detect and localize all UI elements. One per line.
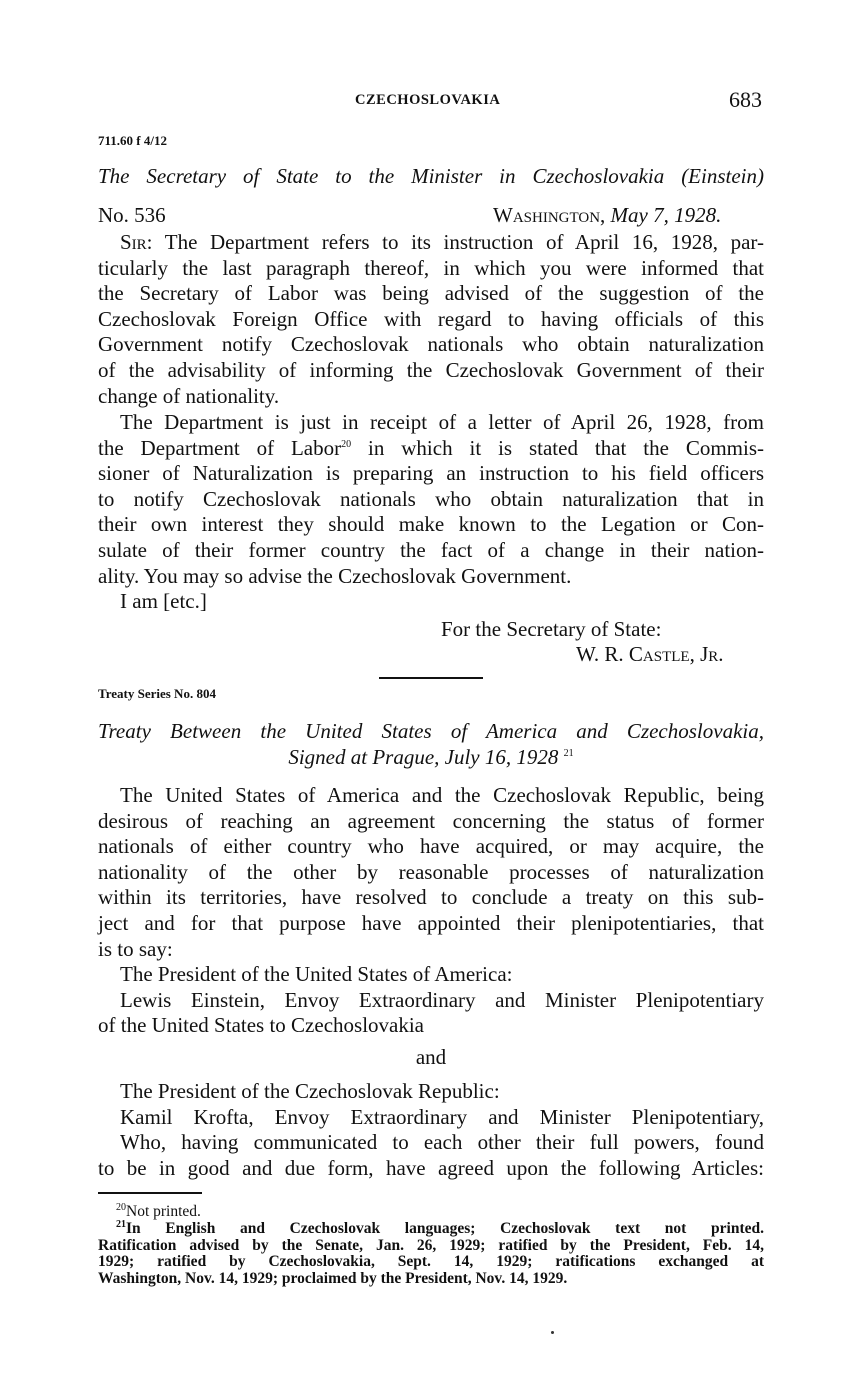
footnote-20 (98, 1201, 764, 1221)
final-clause-line: Who, having communicated to each other their full powers, found (120, 1130, 764, 1155)
doc2-title-line: Treaty Between the United States of America and Czechoslovakia, (98, 719, 764, 743)
footnote-21-line: Washington, Nov. 14, 1929; proclaimed by the President, Nov. 14, 1929. (98, 1269, 568, 1287)
treaty-series: Treaty Series No. 804 (98, 686, 216, 701)
doc1-signoff: For the Secretary of State: (441, 617, 662, 641)
footnote-21 (98, 1218, 764, 1287)
doc1-para2-line: The Department is just in receipt of a letter of April 26, 1928, from (120, 410, 764, 434)
doc1-para2-text: in which it is stated that the Commis- (368, 435, 764, 460)
doc1-place: Washington, (493, 203, 606, 227)
doc2-preamble-line: ject and for that purpose have appointed their plenipotentiaries, that (98, 910, 764, 935)
page-number: 683 (729, 87, 762, 112)
footnote-mark-21: 21 (116, 1218, 126, 1230)
doc1-closing: I am [etc.] (120, 589, 207, 614)
footnote-21-line: Ratification advised by the Senate, Jan. 26, 1929; ratified by the President, Feb. 14, (98, 1236, 764, 1254)
doc2-preamble-line: desirous of reaching an agreement concerning the status of former (98, 808, 764, 833)
doc1-number: No. 536 (98, 203, 166, 227)
us-plenipotentiary: Lewis Einstein, Envoy Extraordinary and Minister Plenipotentiary (120, 987, 764, 1012)
doc2-title (98, 719, 764, 770)
file-number: 711.60 f 4/12 (98, 133, 167, 148)
footnote-20-text: Not printed. (126, 1203, 201, 1220)
running-title: CZECHOSLOVAKIA (355, 92, 501, 108)
doc1-para1-line: change of nationality. (98, 383, 280, 408)
doc1-signature-text: W. R. Castle, Jr. (576, 642, 724, 666)
doc2-preamble-line: nationals of either country who have acquired, or may acquire, the (98, 834, 764, 859)
doc1-para2-line: sioner of Naturalization is preparing an instruction to his field officers (98, 461, 764, 486)
doc2-preamble-line: The United States of America and the Czechoslovak Republic, being (120, 783, 764, 807)
doc2-title-text: Signed at Prague, July 16, 1928 (288, 744, 559, 769)
doc1-paragraph-2 (98, 410, 764, 615)
doc1-para2-line (98, 436, 764, 462)
us-plenipotentiary-cont: of the United States to Czechoslovakia (98, 1013, 425, 1038)
doc1-para2-line: their own interest they should make known to the Legation or Con- (98, 512, 764, 537)
us-president: The President of the United States of America: (120, 962, 513, 987)
doc1-para2-line: sulate of their former country the fact of a change in their nation- (98, 537, 764, 562)
doc1-para1-line: ticularly the last paragraph thereof, in which you were informed that (98, 255, 764, 280)
cz-plenipotentiary: Kamil Krofta, Envoy Extraordinary and Minister Plenipotentiary, (120, 1104, 764, 1129)
doc2-title-line (98, 745, 764, 771)
doc1-title (98, 164, 764, 190)
footnote-ref-20: 20 (341, 438, 352, 450)
footnote-divider (98, 1192, 202, 1194)
doc2-preamble-line: is to say: (98, 936, 173, 961)
doc2-preamble-line: nationality of the other by reasonable processes of naturalization (98, 859, 764, 884)
doc1-para1-line: Czechoslovak Foreign Office with regard to having officials of this (98, 306, 764, 331)
and-separator: and (415, 1045, 447, 1069)
doc1-para1-line (98, 230, 764, 256)
section-divider (379, 677, 483, 679)
salutation: Sir: (120, 230, 153, 254)
doc2-cz-section (98, 1079, 764, 1181)
page-speck (551, 1331, 554, 1334)
doc1-date: May 7, 1928. (610, 203, 722, 227)
doc1-para2-line: to notify Czechoslovak nationals who obtain naturalization that in (98, 486, 764, 511)
doc1-para2-line: ality. You may so advise the Czechoslovak Government. (98, 563, 572, 588)
footnote-ref-21: 21 (563, 747, 574, 759)
doc1-title-text: The Secretary of State to the Minister in Czechoslovakia (Einstein) (98, 164, 764, 188)
doc1-para1-line: the Secretary of Labor was being advised of the suggestion of the (98, 281, 764, 306)
doc1-para1-line: of the advisability of informing the Czechoslovak Government of their (98, 357, 764, 382)
doc1-signature (576, 642, 724, 668)
doc2-preamble-line: within its territories, have resolved to conclude a treaty on this sub- (98, 885, 764, 910)
doc1-para1-text: The Department refers to its instruction of April 16, 1928, par- (164, 230, 764, 254)
final-clause-line: to be in good and due form, have agreed upon the following Articles: (98, 1155, 764, 1180)
doc1-dateline (493, 203, 721, 229)
doc1-para1-line: Government notify Czechoslovak nationals who obtain naturalization (98, 332, 764, 357)
doc1-paragraph-1 (98, 230, 764, 409)
footnote-21-line (98, 1218, 764, 1238)
footnote-21-line: 1929; ratified by Czechoslovakia, Sept. 14, 1929; ratifications exchanged at (98, 1253, 764, 1270)
doc1-para2-text: the Department of Labor (98, 435, 342, 460)
cz-president: The President of the Czechoslovak Republic: (120, 1079, 500, 1103)
footnote-21-text: In English and Czechoslovak languages; Czechoslovak text not printed. (126, 1220, 764, 1237)
footnote-mark-20: 20 (116, 1201, 126, 1213)
doc2-preamble (98, 783, 764, 1039)
